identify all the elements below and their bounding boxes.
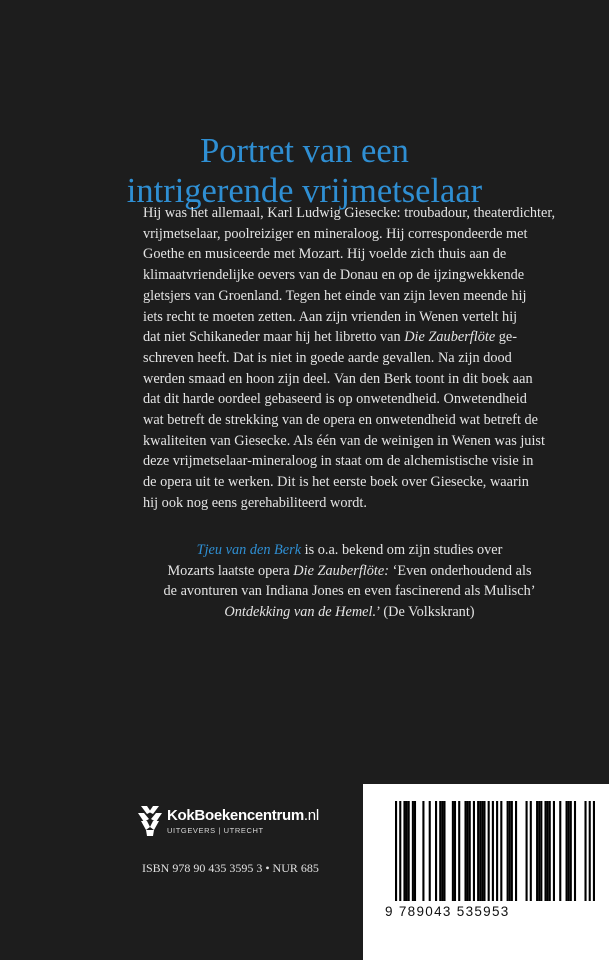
publisher-name-text: KokBoekencentrum [167, 806, 304, 824]
isbn-nur-line: ISBN 978 90 435 3595 3 • NUR 685 [142, 861, 319, 875]
barcode-bar [429, 801, 431, 901]
barcode-bar [488, 801, 490, 901]
barcode-bar [452, 801, 454, 901]
publisher-logo [137, 801, 319, 841]
barcode-bar [500, 801, 502, 901]
blurb-line: kwaliteiten van Giesecke. Als één van de weinigen in Wenen was juist [143, 432, 545, 449]
author-bio-line: de avonturen van Indiana Jones en even fascinerend als Mulisch’ [163, 583, 536, 600]
barcode-bar [553, 801, 555, 901]
publisher-wordmark [167, 807, 319, 836]
barcode-bar [469, 801, 471, 901]
blurb-line: de opera uit te werken. Dit is het eerste boek over Giesecke, waarin [143, 474, 529, 491]
blurb-line: hij ook nog eens gerehabiliteerd wordt. [143, 494, 367, 511]
barcode-bar [477, 801, 479, 901]
barcode-bar [439, 801, 441, 901]
publisher-name [167, 807, 319, 824]
barcode-bar [441, 801, 443, 901]
barcode-bar [403, 801, 405, 901]
blurb-line: werden smaad en hoon zijn deel. Van den Berk toont in dit boek aan [143, 370, 533, 387]
headline [0, 131, 609, 211]
author-bio [130, 540, 569, 623]
blurb-text-run: dat niet Schikaneder maar hij het libretto van [143, 329, 405, 346]
barcode-bar [443, 801, 445, 901]
barcode-bar [412, 801, 414, 901]
blurb-line: iets recht te moeten zetten. Aan zijn vrienden in Wenen vertelt hij [143, 308, 518, 325]
publisher-subline: UITGEVERS | UTRECHT [167, 825, 264, 835]
headline-line-1: Portret van een [200, 132, 409, 171]
barcode-bar [511, 801, 513, 901]
barcode-bar [492, 801, 494, 901]
review-source: ’ (De Volkskrant) [376, 604, 475, 621]
publisher-domain-suffix: .nl [303, 806, 319, 824]
barcode-bar [509, 801, 511, 901]
blurb-line: Goethe en musiceerde met Mozart. Hij voelde zich thuis aan de [143, 246, 507, 263]
barcode-bar [570, 801, 572, 901]
author-bio-text: Mozarts laatste opera [167, 562, 294, 579]
barcode-bar [435, 801, 437, 901]
barcode-digits: 9 789043 535953 [385, 904, 510, 919]
barcode-bar [549, 801, 551, 901]
blurb-line: dat dit harde oordeel gebaseerd is op onwetendheid. Onwetendheid [143, 391, 527, 408]
barcode-bar [414, 801, 416, 901]
barcode-bar [406, 801, 408, 901]
barcode-bar [481, 801, 483, 901]
barcode-bar [568, 801, 570, 901]
barcode-bar [454, 801, 456, 901]
blurb-line [143, 327, 533, 348]
ean-barcode [395, 801, 595, 901]
barcode-bar [536, 801, 538, 901]
headline-line-2: intrigerende vrijmetselaar [126, 172, 483, 211]
barcode-bar [483, 801, 485, 901]
blurb-line: wat betreft de strekking van de opera en onwetendheid wat betreft de [143, 412, 538, 429]
barcode-bar [538, 801, 540, 901]
author-bio-line [130, 540, 569, 561]
blurb-line: Hij was het allemaal, Karl Ludwig Giesecke: troubadour, theaterdichter, [143, 205, 556, 221]
barcode-bar [559, 801, 561, 901]
barcode-bar [467, 801, 469, 901]
barcode-bar [547, 801, 549, 901]
barcode-bar [479, 801, 481, 901]
novel-title-italic: Ontdekking van de Hemel. [224, 604, 377, 621]
blurb-text [143, 203, 556, 514]
blurb-line: gletsjers van Groenland. Tegen het einde van zijn leven meende hij [143, 287, 527, 304]
review-quote-start: ‘Even onderhoudend als [389, 562, 532, 579]
blurb-line: vrijmetselaar, poolreiziger en mineraloog. Hij correspondeerde met [143, 225, 528, 242]
barcode-bar [473, 801, 475, 901]
barcode-bar [515, 801, 517, 901]
barcode-bar [566, 801, 568, 901]
blurb-line: schreven heeft. Dat is niet in goede aarde gevallen. Na zijn dood [143, 349, 512, 366]
kokboekencentrum-logo-icon [137, 803, 163, 839]
barcode-bar [593, 801, 595, 901]
opera-title-italic: Die Zauberflöte [404, 329, 496, 346]
blurb-text-run: ge- [495, 329, 518, 346]
barcode-bar [458, 801, 460, 901]
barcode-bar [530, 801, 532, 901]
author-bio-text: is o.a. bekend om zijn studies over [301, 542, 503, 558]
barcode-bar [496, 801, 498, 901]
barcode-bar [584, 801, 586, 901]
barcode-bar [408, 801, 410, 901]
author-bio-line [130, 561, 569, 582]
barcode-panel [363, 784, 609, 960]
author-bio-line [130, 602, 569, 623]
barcode-bar [540, 801, 542, 901]
opera-title-italic: Die Zauberflöte: [293, 562, 389, 579]
barcode-bar [395, 801, 397, 901]
barcode-bar [544, 801, 546, 901]
blurb-line: klimaatvriendelijke oevers van de Donau en op de ijzingwekkende [143, 267, 525, 284]
barcode-bar [507, 801, 509, 901]
barcode-bar [574, 801, 576, 901]
barcode-bar [464, 801, 466, 901]
barcode-bar [422, 801, 424, 901]
author-name: Tjeu van den Berk [196, 542, 302, 558]
barcode-bar [526, 801, 528, 901]
barcode-bar [399, 801, 401, 901]
barcode-bar [589, 801, 591, 901]
blurb-line: deze vrijmetselaar-mineraloog in staat om de alchemistische visie in [143, 453, 534, 470]
